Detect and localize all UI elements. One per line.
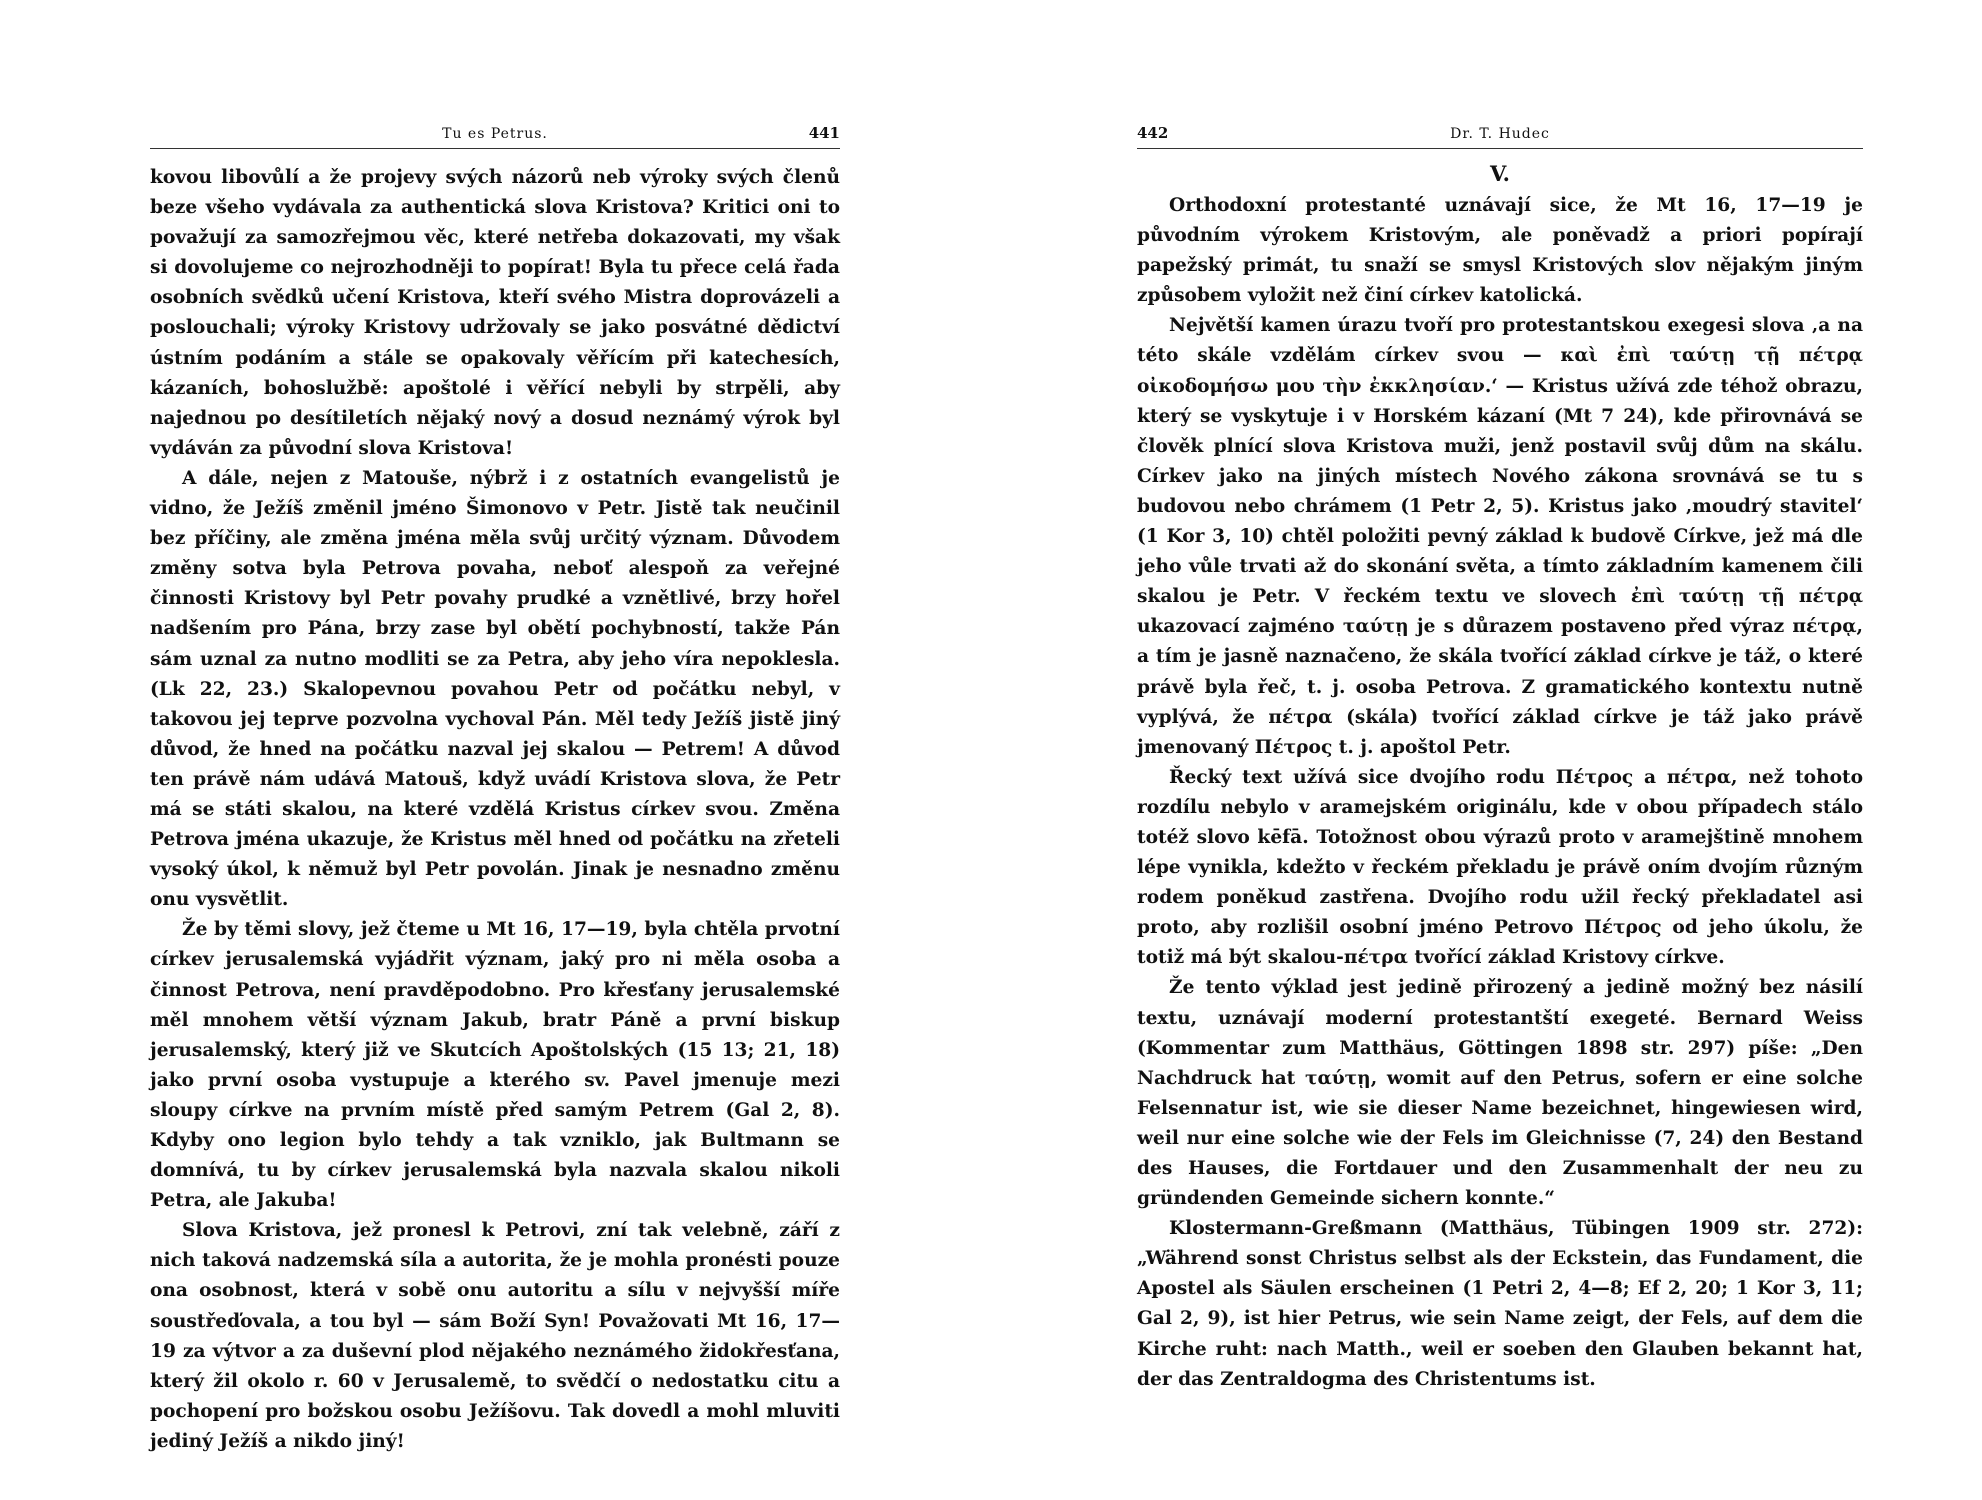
section-number: V. bbox=[1490, 161, 1510, 186]
page-body bbox=[1137, 159, 1863, 1395]
page-number: 442 bbox=[1137, 124, 1169, 142]
paragraph: Největší kamen úrazu tvoří pro protestantskou exegesi slova ‚a na této skále vzdělám církev svou — καὶ ἐπὶ ταύτῃ τῇ πέτρᾳ οἰκοδομήσω μου τὴν ἐκκλησίαν.‘ — Kristus užívá zde téhož obrazu, který se vyskytuje i v Horském kázaní (Mt 7 24), kde přirovnává se člověk plnící slova Kristova muži, jenž postavil svůj dům na skálu. Církev jako na jiných místech Nového zákona srovnává se tu s budovou nebo chrámem (1 Petr 2, 5). Kristus jako ‚moudrý stavitel‘ (1 Kor 3, 10) chtěl položiti pevný základ k budově Církve, jež má dle jeho vůle trvati až do skonání světa, a tímto základním kamenem čili skalou je Petr. V řeckém textu ve slovech ἐπὶ ταύτῃ τῇ πέτρᾳ ukazovací zajméno ταύτῃ je s důrazem postaveno před výraz πέτρᾳ, a tím je jasně naznačeno, že skála tvořící základ církve je táž, o které právě byla řeč, t. j. osoba Petrova. Z gramatického kontextu nutně vyplývá, že πέτρα (skála) tvořící základ církve je táž jako právě jmenovaný Πέτρος t. j. apoštol Petr. bbox=[1137, 315, 1863, 758]
paragraph: Že by těmi slovy, jež čteme u Mt 16, 17—19, byla chtěla prvotní církev jerusalemská vyjádřit význam, jaký pro ni měla osoba a činnost Petrova, není pravděpodobno. Pro křesťany jerusalemské měl mnohem větší význam Jakub, bratr Páně a první biskup jerusalemský, který již ve Skutcích Apoštolských (15 13; 21, 18) jako první osoba vystupuje a kterého sv. Pavel jmenuje mezi sloupy církve na prvním místě před samým Petrem (Gal 2, 8). Kdyby ono legion bylo tehdy a tak vzniklo, jak Bultmann se domnívá, tu by církev jerusalemská byla nazvala skalou nikoli Petra, ale Jakuba! bbox=[150, 919, 840, 1212]
running-title: Tu es Petrus. bbox=[442, 126, 548, 142]
paragraph: Klostermann-Greßmann (Matthäus, Tübingen 1909 str. 272): „Während sonst Christus selbst als der Eckstein, das Fundament, die Apostel als Säulen erscheinen (1 Petri 2, 4—8; Ef 2, 20; 1 Kor 3, 11; Gal 2, 9), ist hier Petrus, wie sein Name zeigt, der Fels, auf dem die Kirche ruht: nach Matth., weil er soeben den Glauben bekannt hat, der das Zentraldogma des Christentums ist. bbox=[1137, 1218, 1863, 1390]
paragraph: A dále, nejen z Matouše, nýbrž i z ostatních evangelistů je vidno, že Ježíš změnil jméno Šimonovo v Petr. Jistě tak neučinil bez příčiny, ale změna jména měla svůj určitý význam. Důvodem změny sotva byla Petrova povaha, neboť alespoň za veřejné činnosti Kristovy byl Petr povahy prudké a vznětlivé, brzy hořel nadšením pro Pána, brzy zase byl obětí pochybností, takže Pán sám uznal za nutno modliti se za Petra, aby jeho víra nepoklesla. (Lk 22, 23.) Skalopevnou povahou Petr od počátku nebyl, v takovou jej teprve pozvolna vychoval Pán. Měl tedy Ježíš jistě jiný důvod, že hned na počátku nazval jej skalou — Petrem! A důvod ten právě nám udává Matouš, když uvádí Kristova slova, že Petr má se státi skalou, na které vzdělá Kristus církev svou. Změna Petrova jména ukazuje, že Kristus měl hned od počátku na zřeteli vysoký úkol, k němuž byl Petr povolán. Jinak je nesnadno změnu onu vysvětlit. bbox=[150, 467, 840, 911]
paragraph: Orthodoxní protestanté uznávají sice, že Mt 16, 17—19 je původním výrokem Kristovým, ale poněvadž a priori popírají papežský primát, tu snaží se smysl Kristových slov nějakým jiným způsobem vyložit než činí církev katolická. bbox=[1137, 195, 1863, 307]
paragraph: Slova Kristova, jež pronesl k Petrovi, zní tak velebně, září z nich taková nadzemská síla a autorita, že je mohla pronésti pouze ona osobnost, která v sobě onu autoritu a sílu v nejvyšší míře soustřeďovala, a tou byl — sám Boží Syn! Považovati Mt 16, 17—19 za výtvor a za duševní plod nějakého neznámého židokřesťana, který žil okolo r. 60 v Jerusalemě, to svědčí o nedostatku citu a pochopení pro božskou osobu Ježíšovu. Tak dovedl a mohl mluviti jediný Ježíš a nikdo jiný! bbox=[150, 1220, 840, 1452]
right-page bbox=[1137, 118, 1863, 1395]
running-head bbox=[150, 118, 840, 149]
paragraph: Řecký text užívá sice dvojího rodu Πέτρος a πέτρα, než tohoto rozdílu nebylo v aramejském originálu, kde v obou případech stálo totéž slovo kēfā. Totožnost obou výrazů proto v aramejštině mnohem lépe vynikla, kdežto v řeckém překladu je právě oním dvojím různým rodem poněkud zastřena. Dvojího rodu užil řecký překladatel asi proto, aby rozlišil osobní jméno Petrovo Πέτρος od jeho úkolu, že totiž má být skalou-πέτρα tvořící základ Kristovy církve. bbox=[1137, 766, 1863, 969]
page-number: 441 bbox=[808, 124, 840, 142]
paragraph: kovou libovůlí a že projevy svých názorů neb výroky svých členů beze všeho vydávala za authentická slova Kristova? Kritici oni to považují za samozřejmou věc, které netřeba dokazovati, my však si dovolujeme co nejrozhodněji to popírat! Byla tu přece celá řada osobních svědků učení Kristova, kteří svého Mistra doprovázeli a poslouchali; výroky Kristovy udržovaly se jako posvátné dědictví ústním podáním a stále se opakovaly věřícím při katechesích, kázaních, bohoslužbě: apoštolé i věřící nebyli by strpěli, aby najednou po desítiletích nějaký nový a dosud neznámý výrok byl vydáván za původní slova Kristova! bbox=[150, 167, 840, 459]
page-body bbox=[150, 163, 840, 1457]
running-title: Dr. T. Hudec bbox=[1450, 126, 1550, 142]
paragraph: Že tento výklad jest jedině přirozený a jedině možný bez násilí textu, uznávají moderní protestantští exegeté. Bernard Weiss (Kommentar zum Matthäus, Göttingen 1898 str. 297) píše: „Den Nachdruck hat ταύτῃ, womit auf den Petrus, sofern er eine solche Felsennatur ist, wie sie dieser Name bezeichnet, hingewiesen wird, weil nur eine solche wie der Fels im Gleichnisse (7, 24) den Bestand des Hauses, die Fortdauer und den Zusammenhalt der neu zu gründenden Gemeinde sichern konnte.“ bbox=[1137, 977, 1863, 1210]
left-page bbox=[150, 118, 840, 1457]
running-head bbox=[1137, 118, 1863, 149]
